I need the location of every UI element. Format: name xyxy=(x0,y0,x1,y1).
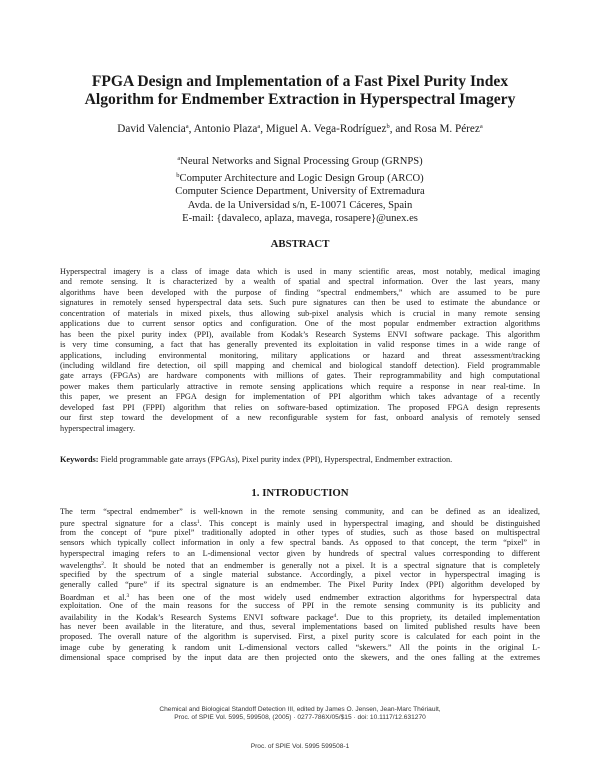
introduction-line xyxy=(60,622,540,632)
abstract-line: power makes them particularly attractive in remote sensing applications which require a response in near real-time. In xyxy=(60,381,540,391)
keywords-label: Keywords: xyxy=(60,455,99,464)
introduction-line xyxy=(60,507,540,517)
introduction-heading: 1. INTRODUCTION xyxy=(251,487,349,499)
paper-title-line-1: FPGA Design and Implementation of a Fast Pixel Purity Index xyxy=(91,73,509,90)
affiliation-text: E-mail: {davaleco, aplaza, mavega, rosapere}@unex.es xyxy=(182,213,418,225)
introduction-line xyxy=(60,580,540,590)
author-separator: , and xyxy=(389,123,415,135)
abstract-line: our first step toward the development of a new reconfigurable system for fast, onboard analysis of remotely sensed xyxy=(60,413,540,423)
affiliation-line xyxy=(40,185,560,199)
affiliation-text: Avda. de la Universidad s/n, E-10071 Cáceres, Spain xyxy=(187,199,413,211)
abstract-line: gate arrays (FPGAs) are hardware components with millions of gates. Their reprogrammability and high computational xyxy=(60,371,540,381)
introduction-line xyxy=(60,611,540,621)
author-name: Antonio Plaza xyxy=(193,123,258,135)
introduction-line xyxy=(60,632,540,642)
author-name: David Valencia xyxy=(117,123,186,135)
publication-footer-line: Chemical and Biological Standoff Detection III, edited by James O. Jensen, Jean-Marc Thériault, xyxy=(159,706,441,713)
page-footer: Proc. of SPIE Vol. 5995 599508-1 xyxy=(250,743,350,750)
introduction-line-text: . Due to this propriety, its detailed implementation xyxy=(336,613,540,622)
affiliation-mark: b xyxy=(176,171,180,179)
citation-reference: 2 xyxy=(101,561,104,568)
introduction-line-text: . It should be noted that an endmember is generally not a pixel. It is a spectral signature that is completely xyxy=(104,561,540,570)
introduction-line xyxy=(60,538,540,548)
abstract-line: signatures in remotely sensed hyperspectral data sets. Such pure signatures can then be used to estimate the abundance or xyxy=(60,298,540,308)
affiliation-line xyxy=(40,169,560,186)
introduction-line xyxy=(60,601,540,611)
author-affiliation-mark: a xyxy=(257,123,261,130)
introduction-line-text: dimensional space comprised by the input data are then projected onto the skewers, and the ones falling at the extremes xyxy=(60,653,540,663)
author-affiliation-mark: a xyxy=(185,123,189,130)
abstract-line: hyperspectral imagery. xyxy=(60,423,136,433)
introduction-line-text: pure spectral signature for a class xyxy=(60,519,197,528)
abstract-line: this paper, we present an FPGA design for implementation of PPI algorithm which takes advantage of a recently xyxy=(60,392,540,402)
introduction-line-text: has never been available in the literature, and thus, several implementations based on limited published results have been xyxy=(60,621,540,631)
introduction-line-text: availability in the Kodak’s Research Systems ENVI software package xyxy=(60,613,334,622)
affiliation-text: Computer Architecture and Logic Design Group (ARCO) xyxy=(179,172,424,184)
author-name: Miguel A. Vega-Rodríguez xyxy=(265,123,387,135)
author-affiliation-mark: b xyxy=(386,123,390,130)
author-list xyxy=(40,120,560,136)
introduction-line-text: hyperspectral imaging refers to an L-dimensional vector given by hundreds of spectral values corresponding to different xyxy=(60,548,540,558)
introduction-line xyxy=(60,570,540,580)
introduction-line xyxy=(60,528,540,538)
introduction-line-text: has been one of the most widely used endmember extraction algorithms for hyperspectral data xyxy=(129,592,540,601)
abstract-line: has been the pixel purity index (PPI), available from Kodak’s Research Systems ENVI software package. This algorithm xyxy=(60,329,540,339)
introduction-line xyxy=(60,591,540,601)
citation-reference: 4 xyxy=(333,613,337,620)
introduction-line-text: image cube by generating k random unit L-dimensional vectors called “skewers.” All the points in the original L- xyxy=(60,642,540,652)
introduction-line xyxy=(60,653,540,663)
affiliation-mark: a xyxy=(177,155,181,162)
introduction-line-text: exploitation. One of the main reasons for the success of PPI in the remote sensing community is its publicity and xyxy=(60,600,540,610)
abstract-line: Hyperspectral imagery is a class of image data which is used in many scientific areas, most notably, medical imaging xyxy=(60,267,540,276)
abstract-text xyxy=(60,267,540,434)
citation-reference: 3 xyxy=(126,592,130,599)
introduction-line xyxy=(60,517,540,527)
affiliation-line xyxy=(40,152,560,169)
introduction-line-text: from the concept of “pure pixel” traditionally adopted in other types of studies, such as those based on multispectral xyxy=(60,527,540,537)
paper-title-line-2: Algorithm for Endmember Extraction in Hyperspectral Imagery xyxy=(84,91,516,108)
keywords-line xyxy=(60,455,540,465)
introduction-line-text: . This concept is mainly used in hyperspectral imaging, and should be distinguished xyxy=(199,519,540,528)
abstract-heading: ABSTRACT xyxy=(270,238,330,250)
affiliation-line xyxy=(40,212,560,226)
affiliation-text: Neural Networks and Signal Processing Group (GRNPS) xyxy=(180,156,423,167)
introduction-line-text: specified by the spectrum of a single material substance. Accordingly, a pixel vector in hyperspectral imaging is xyxy=(60,569,540,579)
author-separator: , xyxy=(260,123,266,135)
publication-footer xyxy=(40,706,560,723)
keywords-text: Field programmable gate arrays (FPGAs), Pixel purity index (PPI), Hyperspectral, Endmember extraction. xyxy=(98,455,453,464)
abstract-line: algorithms have been developed with the purpose of finding “spectral endmembers,” which are assumed to be pure xyxy=(60,287,540,297)
abstract-line: (including wildland fire detection, oil spill mapping and chemical and biological standoff detection). Field programmable xyxy=(60,360,540,370)
author-separator: , xyxy=(188,123,194,135)
introduction-text xyxy=(60,507,540,664)
introduction-line-text: proposed. The overall nature of the algorithm is supervised. First, a pixel purity score is calculated for each point in the xyxy=(60,632,540,642)
affiliation-block xyxy=(40,152,560,226)
introduction-line-text: The term “spectral endmember” is well-known in the remote sensing community, and can be defined as an idealized, xyxy=(60,507,540,516)
introduction-line-text: wavelengths xyxy=(60,561,102,570)
abstract-line: is very time consuming, a fact that has generally prevented its exploitation in valid response times in a wide range of xyxy=(60,340,540,350)
introduction-line-text: generally called “pure” if its spectral signature is an endmember. The Pixel Purity Index (PPI) algorithm developed by xyxy=(60,580,540,590)
introduction-line-text: sensors which typically collect information in only a few spectral bands. As opposed to that concept, the term “pixel” in xyxy=(60,538,540,548)
citation-reference: 1 xyxy=(196,519,200,526)
introduction-line-text: Boardman et al. xyxy=(60,592,127,601)
abstract-line: and remote sensing. It is characterized by a wealth of spatial and spectral information. Over the last years, many xyxy=(60,277,540,287)
introduction-line xyxy=(60,643,540,653)
abstract-line: applications due to current sensor optics and configuration. One of the most popular endmember extraction algorithms xyxy=(60,319,540,329)
author-name: Rosa M. Pérez xyxy=(414,123,480,135)
abstract-line: applications, including environmental monitoring, military applications or hazard and threat assessment/tracking xyxy=(60,350,540,360)
introduction-line xyxy=(60,559,540,569)
introduction-line xyxy=(60,549,540,559)
abstract-line: concentration of materials in mixed pixels, thus allowing sub-pixel analysis which is crucial in many remote sensing xyxy=(60,308,540,318)
abstract-line: developed fast PPI (FPPI) algorithm that relies on software-based optimization. The proposed FPGA design represents xyxy=(60,402,540,412)
author-affiliation-mark: a xyxy=(479,123,483,130)
affiliation-text: Computer Science Department, University of Extremadura xyxy=(175,186,425,198)
publication-footer-line: Proc. of SPIE Vol. 5995, 599508, (2005) · 0277-786X/05/$15 · doi: 10.1117/12.631270 xyxy=(174,714,426,722)
affiliation-line xyxy=(40,199,560,213)
